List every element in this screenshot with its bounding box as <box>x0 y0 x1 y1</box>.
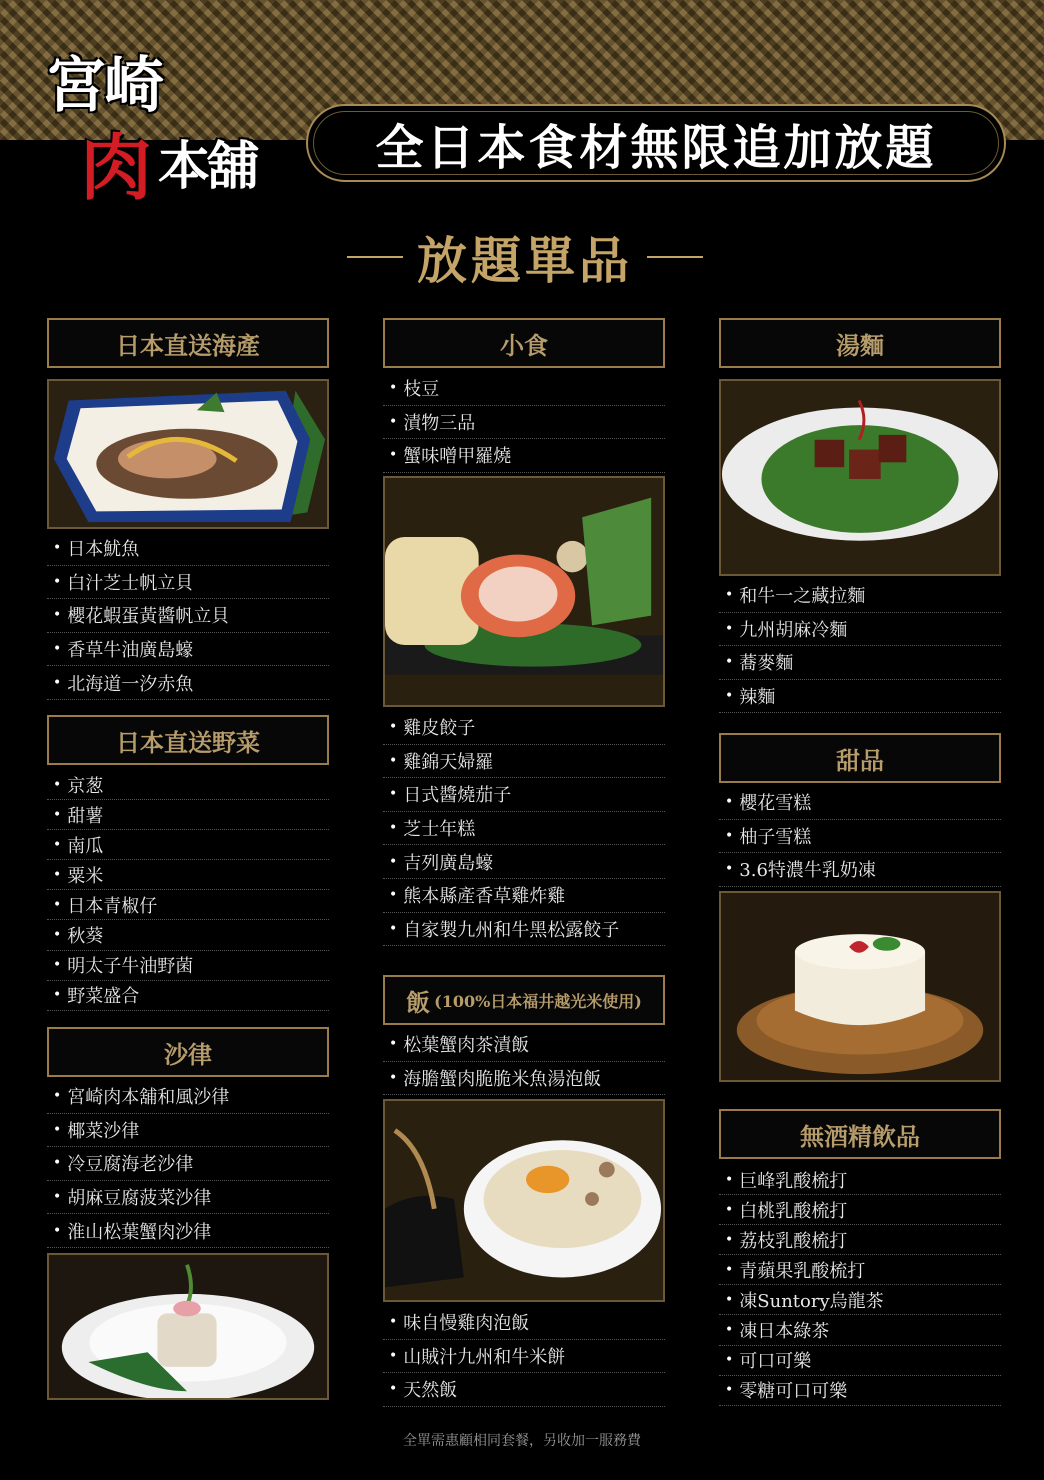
banner-title: 全日本食材無限追加放題 <box>375 119 937 176</box>
drinks-list <box>719 1165 1001 1406</box>
menu-item: • 日本魷魚 <box>47 532 329 566</box>
menu-item: • 自家製九州和牛黑松露餃子 <box>383 913 665 947</box>
menu-item: • 味自慢雞肉泡飯 <box>383 1306 665 1340</box>
dessert-header-text: 甜品 <box>836 745 884 775</box>
menu-item: • 吉列廣島蠔 <box>383 845 665 879</box>
snacks-header <box>383 318 665 368</box>
logo-text-line2: 肉 <box>80 126 153 210</box>
menu-item: • 淮山松葉蟹肉沙律 <box>47 1214 329 1248</box>
salad-photo <box>47 1253 329 1400</box>
menu-item: • 胡麻豆腐菠菜沙律 <box>47 1181 329 1215</box>
menu-item: • 明太子牛油野菌 <box>47 951 329 981</box>
vegetables-list <box>47 770 329 1011</box>
rice-soup-photo <box>383 1099 665 1302</box>
snacks-list-bottom <box>383 711 665 946</box>
menu-item: • 可口可樂 <box>719 1346 1001 1376</box>
menu-item: • 雞錦天婦羅 <box>383 745 665 779</box>
salad-header-text: 沙律 <box>164 1039 212 1069</box>
menu-item: • 日式醬燒茄子 <box>383 778 665 812</box>
vegetables-header-text: 日本直送野菜 <box>116 727 260 757</box>
menu-item: • 熊本縣產香草雞炸雞 <box>383 879 665 913</box>
menu-item: • 九州胡麻冷麵 <box>719 613 1001 647</box>
menu-item: • 蟹味噌甲羅燒 <box>383 439 665 473</box>
rice-header-text: 飯 <box>406 987 431 1017</box>
pudding-photo <box>719 891 1001 1082</box>
menu-item: • 白桃乳酸梳打 <box>719 1195 1001 1225</box>
noodles-header-text: 湯麵 <box>836 330 884 360</box>
seafood-header-text: 日本直送海產 <box>116 330 260 360</box>
menu-item: • 日本青椒仔 <box>47 890 329 920</box>
menu-item: • 松葉蟹肉茶漬飯 <box>383 1028 665 1062</box>
menu-item: • 京葱 <box>47 770 329 800</box>
menu-item: • 冷豆腐海老沙律 <box>47 1147 329 1181</box>
title-banner <box>306 104 1006 182</box>
menu-item: • 荔枝乳酸梳打 <box>719 1225 1001 1255</box>
menu-item: • 3.6特濃牛乳奶凍 <box>719 853 1001 887</box>
section-heading-text: 放題單品 <box>417 231 633 290</box>
menu-item: • 山賊汁九州和牛米餅 <box>383 1340 665 1374</box>
vegetables-header <box>47 715 329 765</box>
menu-item: • 椰菜沙律 <box>47 1114 329 1148</box>
menu-item: • 凍日本綠茶 <box>719 1315 1001 1345</box>
brand-logo <box>40 38 290 210</box>
rice-header-subtitle: (100%日本福井越光米使用) <box>434 991 642 1011</box>
menu-item: • 漬物三品 <box>383 406 665 440</box>
menu-item: • 宮崎肉本舖和風沙律 <box>47 1080 329 1114</box>
menu-item: • 蕎麥麵 <box>719 646 1001 680</box>
menu-item: • 芝士年糕 <box>383 812 665 846</box>
menu-item: • 雞皮餃子 <box>383 711 665 745</box>
menu-item: • 甜薯 <box>47 800 329 830</box>
menu-item: • 秋葵 <box>47 920 329 950</box>
menu-item: • 辣麵 <box>719 680 1001 714</box>
menu-item: • 零糖可口可樂 <box>719 1376 1001 1406</box>
menu-item: • 南瓜 <box>47 830 329 860</box>
menu-item: • 枝豆 <box>383 372 665 406</box>
drinks-header <box>719 1109 1001 1159</box>
menu-item: • 柚子雪糕 <box>719 820 1001 854</box>
menu-item: • 青蘋果乳酸梳打 <box>719 1255 1001 1285</box>
heading-dash-left <box>347 256 403 258</box>
noodles-header <box>719 318 1001 368</box>
menu-item: • 櫻花蝦蛋黃醬帆立貝 <box>47 599 329 633</box>
snacks-header-text: 小食 <box>500 330 548 360</box>
menu-item: • 野菜盛合 <box>47 981 329 1011</box>
menu-item: • 天然飯 <box>383 1373 665 1407</box>
menu-item: • 粟米 <box>47 860 329 890</box>
menu-item: • 白汁芝士帆立貝 <box>47 566 329 600</box>
crab-photo <box>383 476 665 707</box>
footer-note: 全單需惠顧相同套餐，另收加一服務費 <box>403 1433 641 1449</box>
menu-item: • 巨峰乳酸梳打 <box>719 1165 1001 1195</box>
noodles-list <box>719 579 1001 713</box>
seafood-header <box>47 318 329 368</box>
ramen-photo <box>719 379 1001 576</box>
menu-item: • 北海道一汐赤魚 <box>47 666 329 700</box>
seafood-list <box>47 532 329 700</box>
dessert-list <box>719 786 1001 887</box>
menu-item: • 櫻花雪糕 <box>719 786 1001 820</box>
menu-item: • 海膽蟹肉脆脆米魚湯泡飯 <box>383 1062 665 1096</box>
rice-list-bottom <box>383 1306 665 1407</box>
logo-text-line3: 本舖 <box>158 137 257 197</box>
seafood-photo <box>47 379 329 529</box>
section-heading <box>347 222 703 292</box>
logo-text-line1: 宮崎 <box>46 51 162 121</box>
snacks-list-top <box>383 372 665 473</box>
heading-dash-right <box>647 256 703 258</box>
rice-header <box>383 975 665 1025</box>
salad-list <box>47 1080 329 1248</box>
salad-header <box>47 1027 329 1077</box>
rice-list-top <box>383 1028 665 1095</box>
menu-item: • 凍Suntory烏龍茶 <box>719 1285 1001 1315</box>
drinks-header-text: 無酒精飲品 <box>800 1121 920 1151</box>
dessert-header <box>719 733 1001 783</box>
menu-item: • 香草牛油廣島蠔 <box>47 633 329 667</box>
menu-item: • 和牛一之藏拉麵 <box>719 579 1001 613</box>
